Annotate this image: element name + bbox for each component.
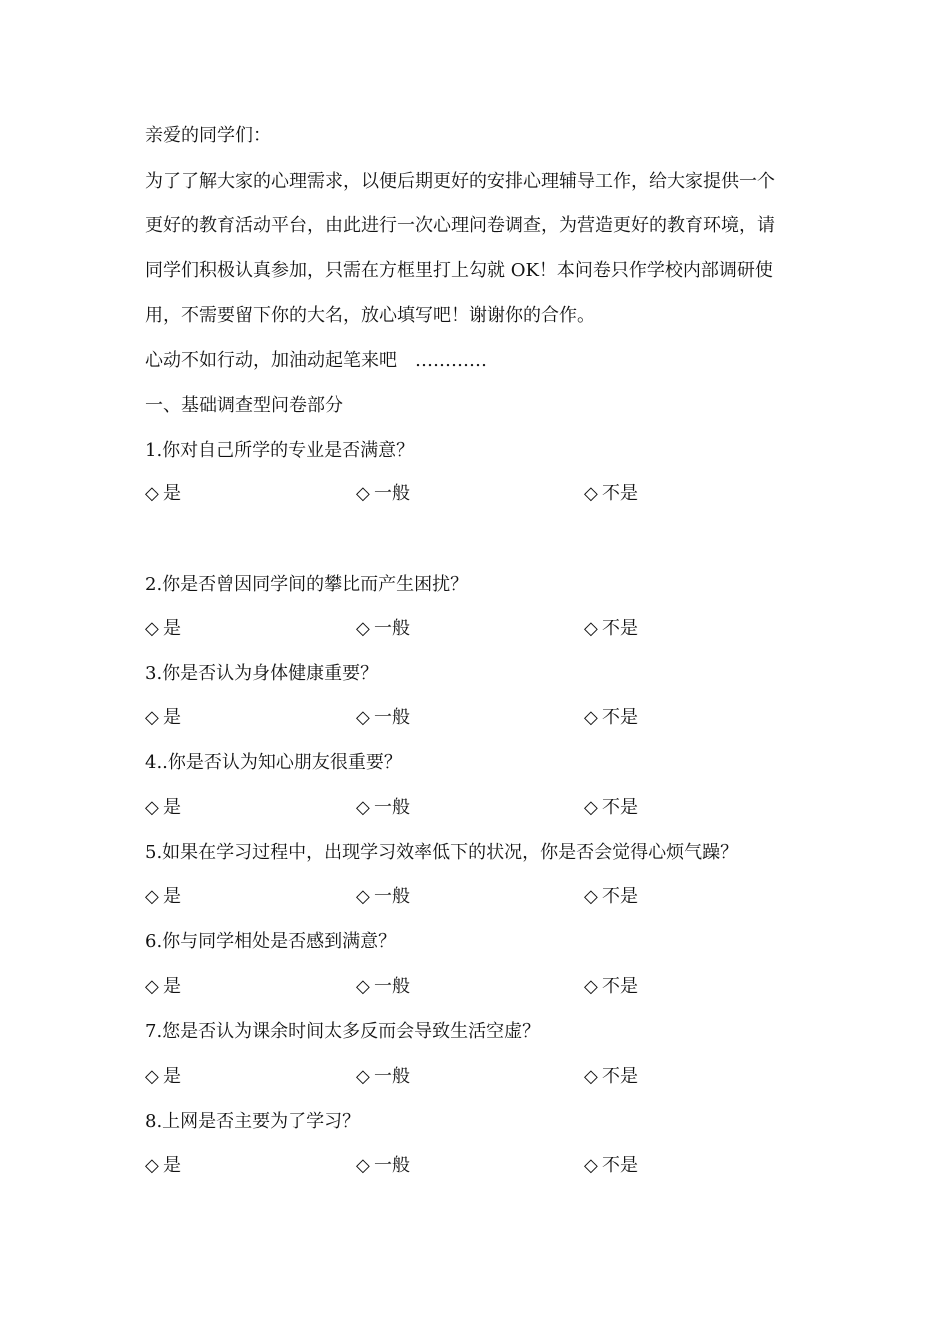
option-no[interactable] [584,885,638,909]
question-text: 4..你是否认为知心朋友很重要？ [145,752,402,773]
question-text: 8.上网是否主要为了学习？ [145,1111,361,1132]
option-label: 是 [163,976,181,997]
option-no[interactable] [584,1065,638,1089]
question-text: 1.你对自己所学的专业是否满意？ [145,440,415,461]
option-label: 是 [163,886,181,907]
diamond-checkbox-icon[interactable]: ◇ [145,1155,159,1176]
option-yes[interactable] [145,975,181,999]
option-label: 不是 [602,1155,638,1176]
diamond-checkbox-icon[interactable]: ◇ [584,707,598,728]
option-yes[interactable] [145,796,181,820]
option-no[interactable] [584,482,638,506]
intro-line: 同学们积极认真参加，只需在方框里打上勾就 OK！本问卷只作学校内部调研使 [145,260,773,281]
option-label: 一般 [374,797,410,818]
option-label: 是 [163,1155,181,1176]
intro-line: 更好的教育活动平台，由此进行一次心理问卷调查，为营造更好的教育环境，请 [145,215,775,236]
diamond-checkbox-icon[interactable]: ◇ [145,707,159,728]
diamond-checkbox-icon[interactable]: ◇ [584,886,598,907]
option-neutral[interactable] [356,706,410,730]
diamond-checkbox-icon[interactable]: ◇ [356,797,370,818]
diamond-checkbox-icon[interactable]: ◇ [356,618,370,639]
option-neutral[interactable] [356,482,410,506]
option-yes[interactable] [145,1154,181,1178]
option-neutral[interactable] [356,975,410,999]
option-label: 是 [163,1066,181,1087]
option-label: 一般 [374,886,410,907]
diamond-checkbox-icon[interactable]: ◇ [584,976,598,997]
intro-line: 为了了解大家的心理需求，以便后期更好的安排心理辅导工作，给大家提供一个 [145,171,775,192]
diamond-checkbox-icon[interactable]: ◇ [584,483,598,504]
diamond-checkbox-icon[interactable]: ◇ [145,797,159,818]
option-no[interactable] [584,1154,638,1178]
diamond-checkbox-icon[interactable]: ◇ [145,618,159,639]
option-neutral[interactable] [356,617,410,641]
option-label: 是 [163,618,181,639]
diamond-checkbox-icon[interactable]: ◇ [145,1066,159,1087]
diamond-checkbox-icon[interactable]: ◇ [356,707,370,728]
motto: 心动不如行动，加油动起笔来吧 ………… [145,350,487,371]
diamond-checkbox-icon[interactable]: ◇ [584,1155,598,1176]
option-no[interactable] [584,975,638,999]
diamond-checkbox-icon[interactable]: ◇ [356,1155,370,1176]
diamond-checkbox-icon[interactable]: ◇ [356,886,370,907]
question-text: 6.你与同学相处是否感到满意？ [145,931,397,952]
option-label: 是 [163,707,181,728]
option-label: 是 [163,797,181,818]
option-label: 不是 [602,483,638,504]
diamond-checkbox-icon[interactable]: ◇ [584,1066,598,1087]
option-label: 不是 [602,797,638,818]
diamond-checkbox-icon[interactable]: ◇ [584,797,598,818]
option-yes[interactable] [145,706,181,730]
option-yes[interactable] [145,885,181,909]
option-neutral[interactable] [356,1154,410,1178]
option-no[interactable] [584,706,638,730]
option-label: 不是 [602,707,638,728]
option-no[interactable] [584,796,638,820]
option-yes[interactable] [145,617,181,641]
question-text: 7.您是否认为课余时间太多反而会导致生活空虚？ [145,1021,541,1042]
option-yes[interactable] [145,482,181,506]
option-label: 是 [163,483,181,504]
intro-line: 用，不需要留下你的大名，放心填写吧！谢谢你的合作。 [145,305,595,326]
diamond-checkbox-icon[interactable]: ◇ [356,1066,370,1087]
greeting: 亲爱的同学们： [145,125,271,146]
diamond-checkbox-icon[interactable]: ◇ [145,976,159,997]
diamond-checkbox-icon[interactable]: ◇ [356,483,370,504]
question-text: 2.你是否曾因同学间的攀比而产生困扰？ [145,574,469,595]
option-neutral[interactable] [356,1065,410,1089]
option-label: 不是 [602,618,638,639]
question-text: 5.如果在学习过程中，出现学习效率低下的状况，你是否会觉得心烦气躁？ [145,842,739,863]
diamond-checkbox-icon[interactable]: ◇ [145,483,159,504]
diamond-checkbox-icon[interactable]: ◇ [356,976,370,997]
section-title: 一、基础调查型问卷部分 [145,395,343,416]
option-neutral[interactable] [356,885,410,909]
option-label: 不是 [602,886,638,907]
option-label: 一般 [374,707,410,728]
option-label: 一般 [374,1066,410,1087]
diamond-checkbox-icon[interactable]: ◇ [584,618,598,639]
option-label: 一般 [374,618,410,639]
option-label: 不是 [602,1066,638,1087]
option-neutral[interactable] [356,796,410,820]
option-yes[interactable] [145,1065,181,1089]
option-label: 一般 [374,483,410,504]
option-label: 一般 [374,1155,410,1176]
diamond-checkbox-icon[interactable]: ◇ [145,886,159,907]
question-text: 3.你是否认为身体健康重要？ [145,663,379,684]
option-label: 一般 [374,976,410,997]
option-label: 不是 [602,976,638,997]
option-no[interactable] [584,617,638,641]
